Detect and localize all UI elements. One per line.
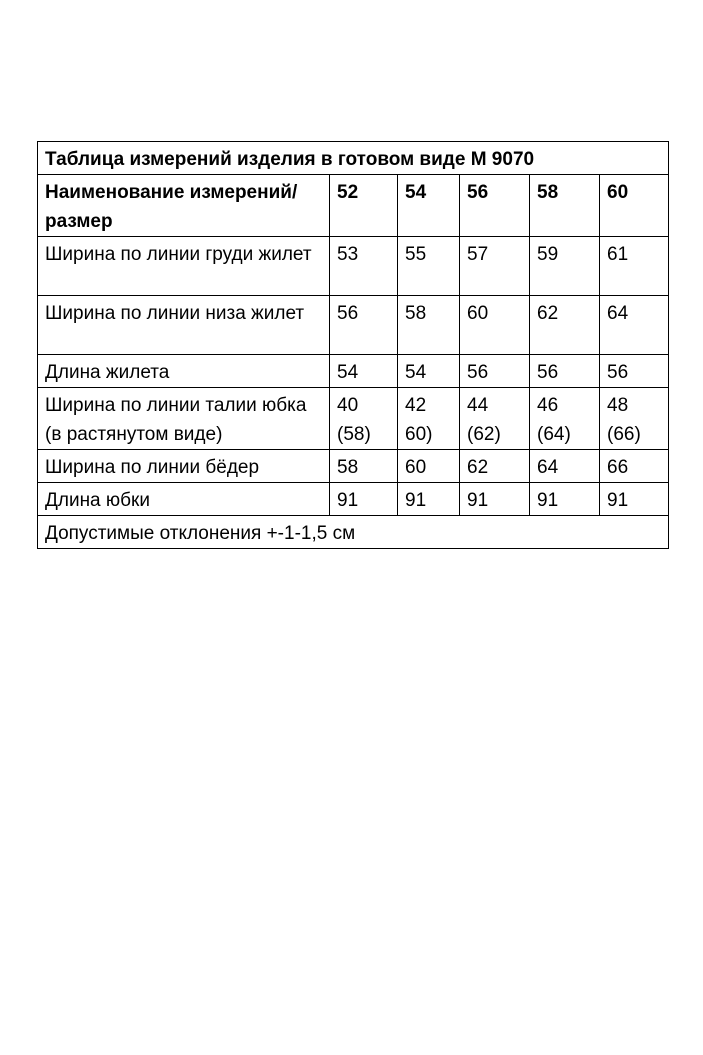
- row-value: 66: [600, 450, 669, 483]
- row-value: 58: [398, 296, 460, 355]
- row-value: 60: [398, 450, 460, 483]
- row-value: 59: [530, 237, 600, 296]
- row-value: 54: [398, 355, 460, 388]
- row-value: 55: [398, 237, 460, 296]
- row-value: 56: [600, 355, 669, 388]
- row-label: Ширина по линии груди жилет: [38, 237, 330, 296]
- row-value: 64: [600, 296, 669, 355]
- row-value: 61: [600, 237, 669, 296]
- header-size-cell: 56: [460, 175, 530, 237]
- header-size-cell: 54: [398, 175, 460, 237]
- row-value: 91: [530, 483, 600, 516]
- table-row: [38, 296, 669, 355]
- row-label: Длина жилета: [38, 355, 330, 388]
- row-value: 64: [530, 450, 600, 483]
- row-value: 58: [330, 450, 398, 483]
- table-row: [38, 450, 669, 483]
- header-size-cell: 52: [330, 175, 398, 237]
- row-value: 62: [460, 450, 530, 483]
- row-label: Ширина по линии бёдер: [38, 450, 330, 483]
- header-name-cell: Наименование измерений/размер: [38, 175, 330, 237]
- row-value: 48 (66): [600, 388, 669, 450]
- measurement-table: [37, 141, 669, 549]
- tolerance-note: Допустимые отклонения +-1-1,5 см: [38, 516, 669, 549]
- row-value: 40 (58): [330, 388, 398, 450]
- table-row: [38, 237, 669, 296]
- row-value: 56: [530, 355, 600, 388]
- table-row: [38, 355, 669, 388]
- header-row: [38, 175, 669, 237]
- row-value: 62: [530, 296, 600, 355]
- row-label: Ширина по линии низа жилет: [38, 296, 330, 355]
- row-value: 56: [460, 355, 530, 388]
- row-value: 57: [460, 237, 530, 296]
- row-label: Длина юбки: [38, 483, 330, 516]
- table-title: Таблица измерений изделия в готовом виде М 9070: [38, 142, 669, 175]
- row-value: 91: [460, 483, 530, 516]
- row-value: 46 (64): [530, 388, 600, 450]
- row-value: 91: [600, 483, 669, 516]
- row-value: 91: [398, 483, 460, 516]
- table-row: [38, 388, 669, 450]
- header-size-cell: 60: [600, 175, 669, 237]
- row-value: 42 60): [398, 388, 460, 450]
- row-value: 91: [330, 483, 398, 516]
- row-value: 53: [330, 237, 398, 296]
- row-value: 60: [460, 296, 530, 355]
- measurement-sheet: [37, 141, 668, 549]
- header-size-cell: 58: [530, 175, 600, 237]
- row-label: Ширина по линии талии юбка (в растянутом виде): [38, 388, 330, 450]
- table-row: [38, 483, 669, 516]
- row-value: 54: [330, 355, 398, 388]
- row-value: 56: [330, 296, 398, 355]
- row-value: 44 (62): [460, 388, 530, 450]
